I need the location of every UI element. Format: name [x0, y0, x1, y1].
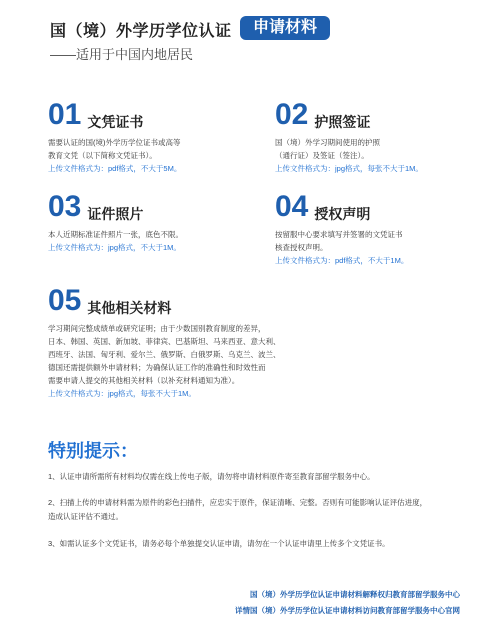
section-number: 04 — [275, 190, 309, 223]
section-text: 西班牙、法国、匈牙利、爱尔兰、俄罗斯、白俄罗斯、乌克兰、波兰、 — [48, 350, 281, 359]
tip-item: 2、扫描上传的申请材料需为原件的彩色扫描件，应忠实于原件，保证清晰、完整。否则有可能影响认证评估进度， — [48, 498, 428, 507]
section-number: 01 — [48, 98, 82, 131]
upload-format: 上传文件格式为：pdf格式，不大于1M。 — [275, 256, 409, 265]
section-text: 需要申请人提交的其他相关材料（以补充材料通知为准）。 — [48, 376, 240, 385]
section-number: 03 — [48, 190, 82, 223]
tip-item: 造成认证评估不通过。 — [48, 512, 123, 521]
section-text: 日本、韩国、英国、新加坡、菲律宾、巴基斯坦、马来西亚、意大利、 — [48, 337, 281, 346]
section-text: 核查授权声明。 — [275, 243, 328, 252]
footer-line: 国（境）外学历学位认证申请材料解释权归教育部留学服务中心 — [250, 590, 460, 599]
section-text: 本人近期标准证件照片一张，底色不限。 — [48, 230, 183, 239]
upload-format: 上传文件格式为：jpg格式，不大于1M。 — [48, 243, 181, 252]
section-text: 需要认证的国(境)外学历学位证书或高等 — [48, 138, 181, 147]
section-01 — [48, 100, 248, 175]
section-04 — [275, 192, 475, 267]
section-title: 文凭证书 — [87, 114, 144, 130]
footer-line: 详情国（境）外学历学位认证申请材料访问教育部留学服务中心官网 — [235, 606, 460, 615]
title-badge: 申请材料 — [240, 16, 330, 40]
section-03 — [48, 192, 248, 254]
tips-title: 特别提示： — [48, 441, 138, 461]
page-subtitle: ——适用于中国内地居民 — [50, 47, 194, 62]
upload-format: 上传文件格式为：pdf格式，不大于5M。 — [48, 164, 182, 173]
tip-item: 3、如需认证多个文凭证书，请务必每个单独提交认证申请，请勿在一个认证申请里上传多个文凭证书。 — [48, 539, 390, 548]
section-title: 授权声明 — [314, 206, 371, 222]
tip-item: 1、认证申请所需所有材料均仅需在线上传电子版，请勿将申请材料原件寄至教育部留学服务中心。 — [48, 472, 375, 481]
section-text: 德国还需提供额外申请材料；为确保认证工作的准确性和时效性而 — [48, 363, 266, 372]
page-title: 国（境）外学历学位认证 — [50, 23, 232, 40]
section-02 — [275, 100, 475, 175]
section-text: 按留服中心要求填写并签署的文凭证书 — [275, 230, 403, 239]
section-number: 05 — [48, 284, 82, 317]
section-title: 其他相关材料 — [87, 300, 172, 316]
upload-format: 上传文件格式为：jpg格式，每张不大于1M。 — [48, 389, 196, 398]
section-title: 护照签证 — [314, 114, 371, 130]
section-05 — [48, 286, 308, 400]
section-number: 02 — [275, 98, 309, 131]
section-text: 教育文凭（以下简称文凭证书）。 — [48, 151, 157, 160]
upload-format: 上传文件格式为：jpg格式，每张不大于1M。 — [275, 164, 423, 173]
section-title: 证件照片 — [87, 206, 144, 222]
section-text: （通行证）及签证（签注）。 — [275, 151, 369, 160]
section-text: 国（境）外学习期间使用的护照 — [275, 138, 380, 147]
section-text: 学习期间完整成绩单或研究证明；由于少数国别教育制度的差异， — [48, 324, 266, 333]
